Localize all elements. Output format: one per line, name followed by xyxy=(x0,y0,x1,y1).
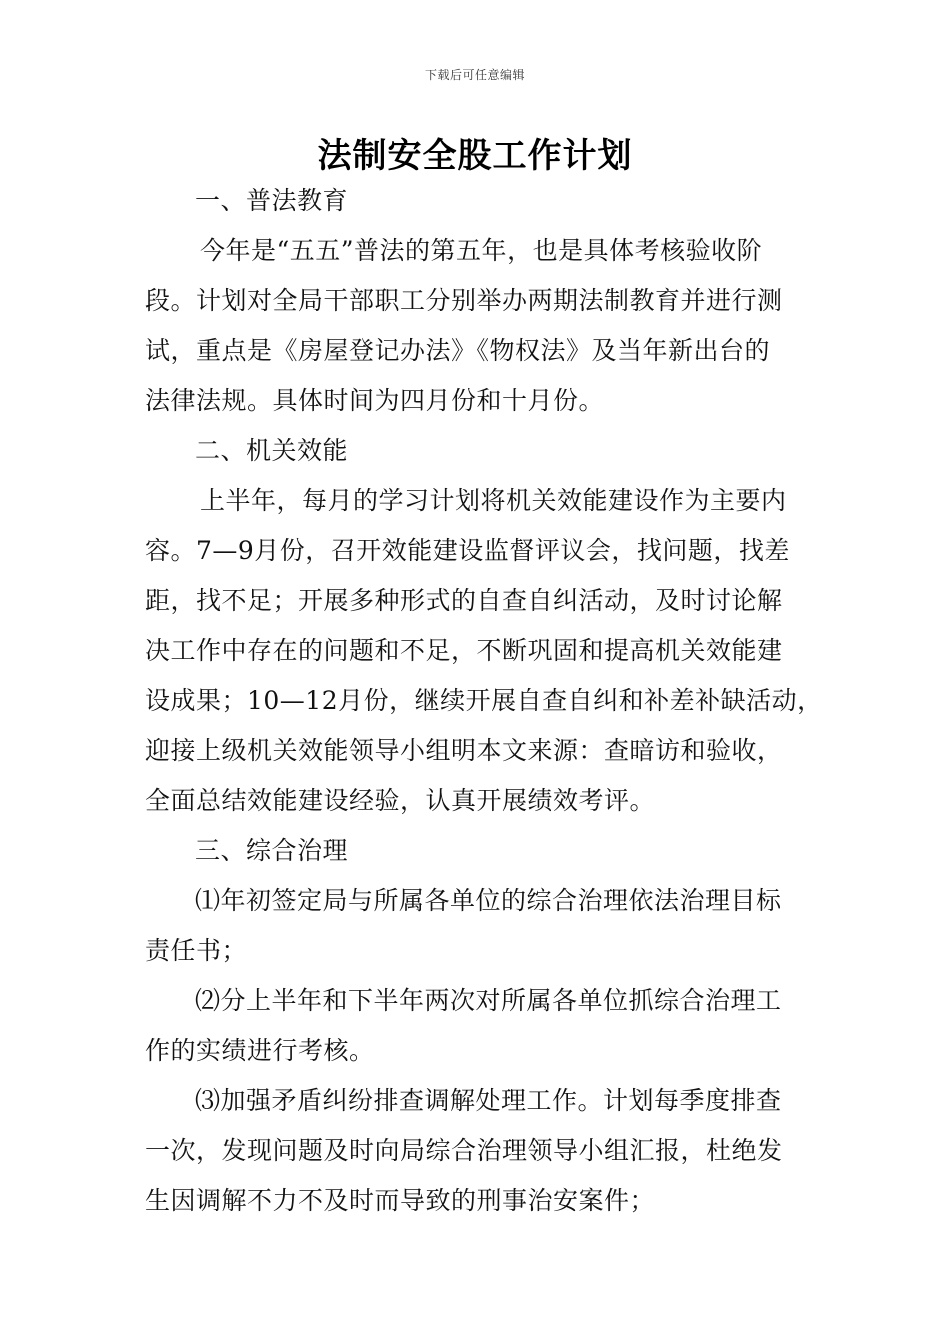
section-heading-legal-education: 一、普法教育 xyxy=(195,186,349,215)
paragraph-line: 段。计划对全局干部职工分别举办两期法制教育并进行测 xyxy=(145,286,783,315)
paragraph-line: 容。7—9月份，召开效能建设监督评议会，找问题，找差 xyxy=(145,536,790,565)
header-note: 下载后可任意编辑 xyxy=(424,68,525,82)
paragraph-line: 今年是“五五”普法的第五年，也是具体考核验收阶 xyxy=(200,236,763,265)
paragraph-line: 设成果；10—12月份，继续开展自查自纠和补差补缺活动， xyxy=(145,686,823,715)
list-item-line: ⑵分上半年和下半年两次对所属各单位抓综合治理工 xyxy=(195,986,782,1015)
document-title: 法制安全股工作计划 xyxy=(317,136,633,176)
list-item-line: 作的实绩进行考核。 xyxy=(145,1036,375,1065)
list-item-line: ⑶加强矛盾纠纷排查调解处理工作。计划每季度排查 xyxy=(195,1086,782,1115)
paragraph-line: 试，重点是《房屋登记办法》《物权法》及当年新出台的 xyxy=(145,336,771,365)
list-item-line: ⑴年初签定局与所属各单位的综合治理依法治理目标 xyxy=(195,886,782,915)
paragraph-line: 迎接上级机关效能领导小组明本文来源：查暗访和验收， xyxy=(145,736,783,765)
document-body xyxy=(145,176,825,1226)
paragraph-line: 上半年，每月的学习计划将机关效能建设作为主要内 xyxy=(200,486,787,515)
paragraph-line: 法律法规。具体时间为四月份和十月份。 xyxy=(145,386,605,415)
paragraph-line: 距，找不足；开展多种形式的自查自纠活动，及时讨论解 xyxy=(145,586,783,615)
section-heading-efficiency: 二、机关效能 xyxy=(195,436,349,465)
list-item-line: 一次，发现问题及时向局综合治理领导小组汇报，杜绝发 xyxy=(145,1136,783,1165)
paragraph-line: 全面总结效能建设经验，认真开展绩效考评。 xyxy=(145,786,656,815)
list-item-line: 责任书； xyxy=(145,936,248,965)
paragraph-line: 决工作中存在的问题和不足，不断巩固和提高机关效能建 xyxy=(145,636,783,665)
section-heading-comprehensive-governance: 三、综合治理 xyxy=(195,836,349,865)
list-item-line: 生因调解不力不及时而导致的刑事治安案件； xyxy=(145,1186,656,1215)
